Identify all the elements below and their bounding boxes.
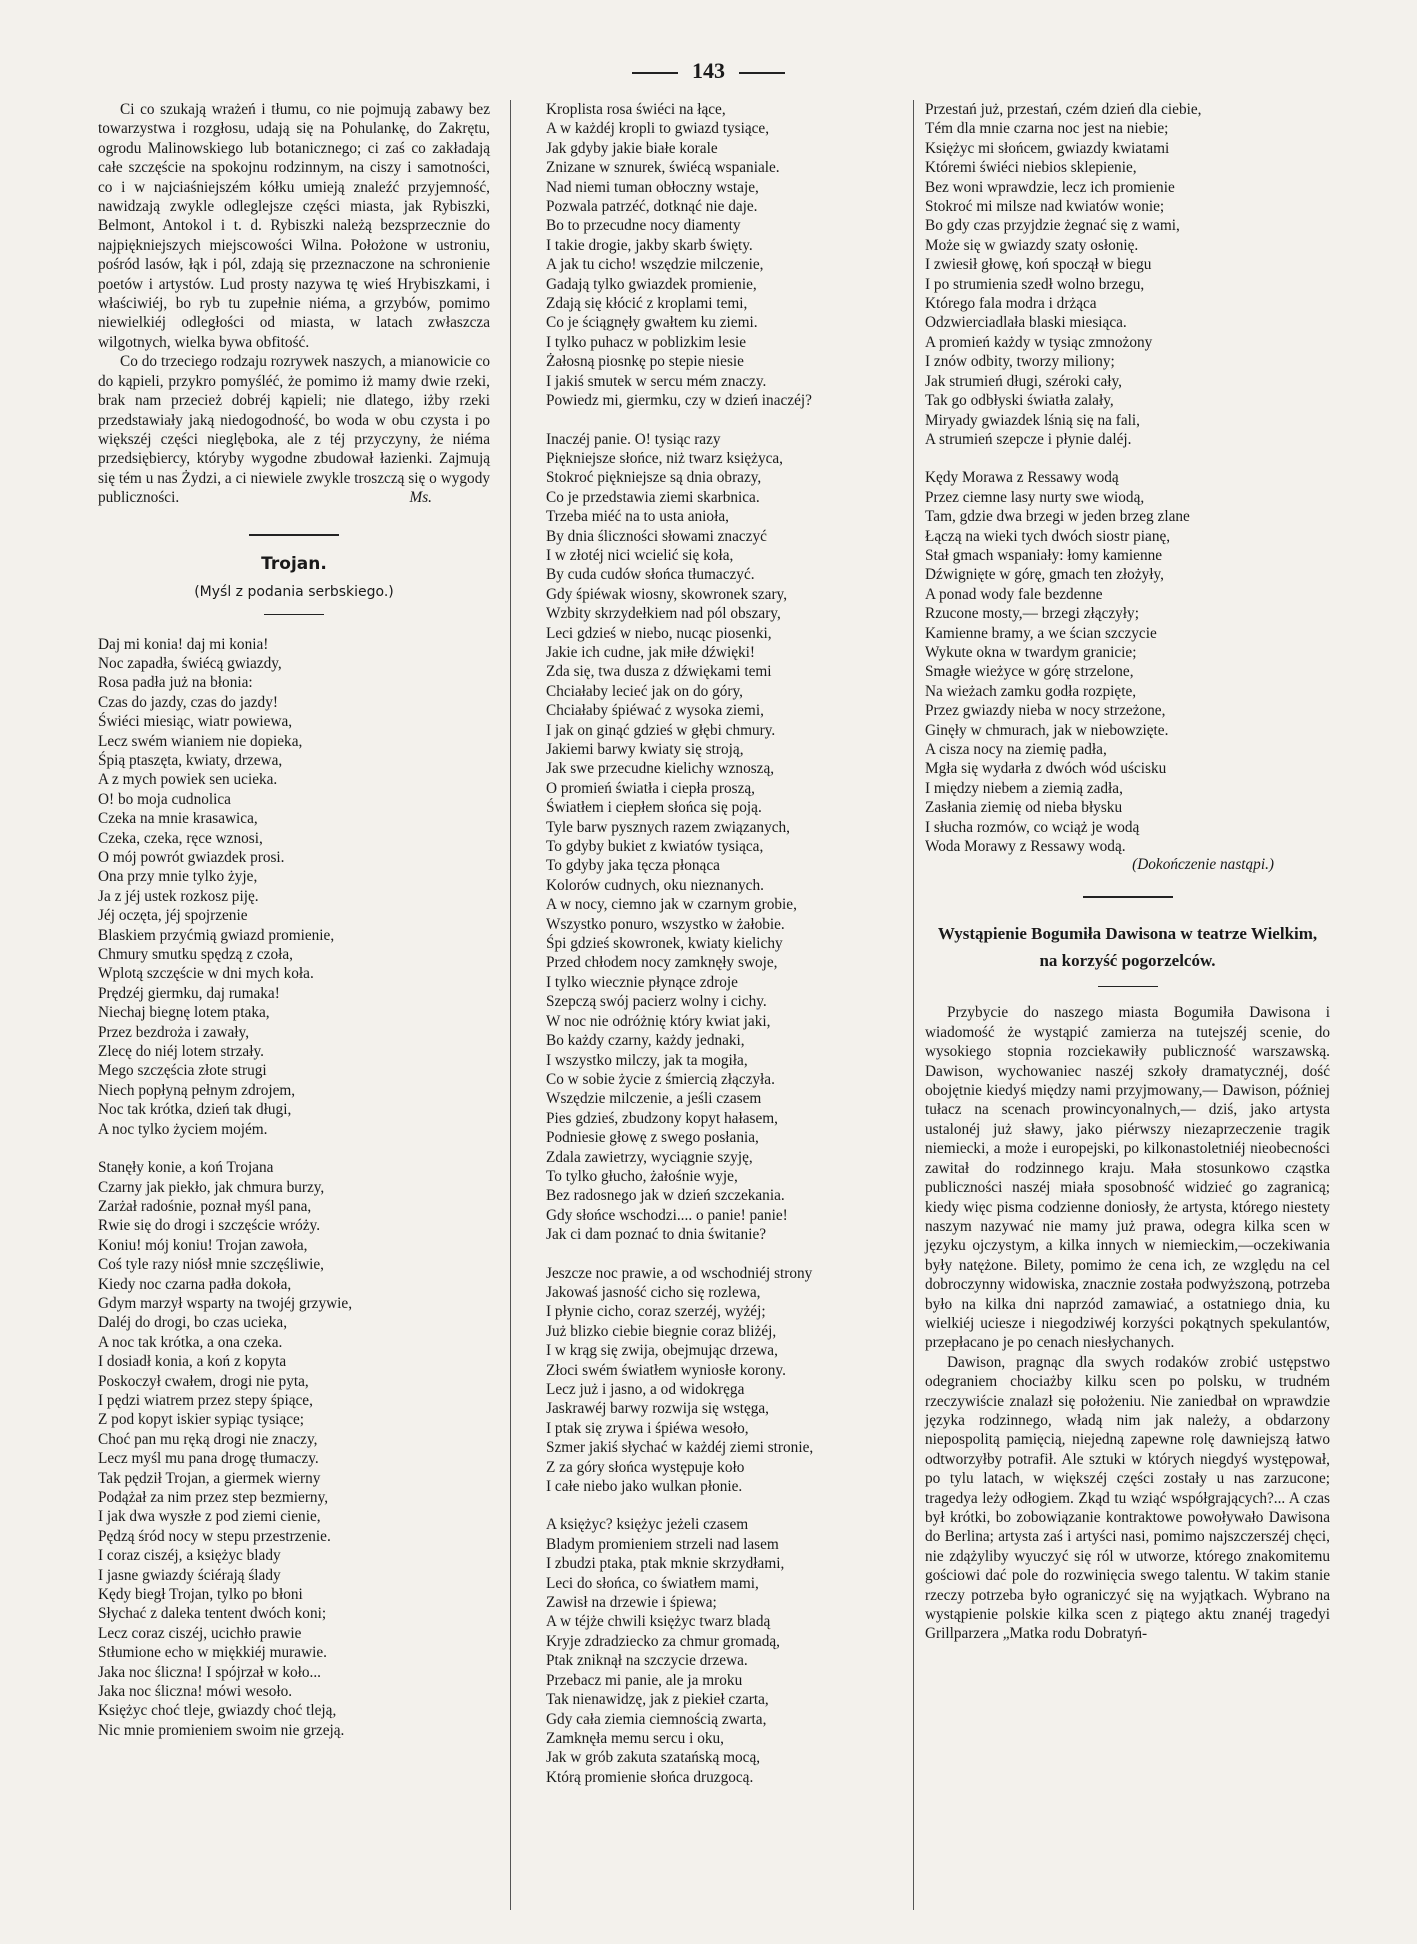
poem-line: Wszystko ponuro, wszystko w żałobie. xyxy=(546,915,785,933)
poem-line: Jéj oczęta, jéj spojrzenie xyxy=(98,907,248,925)
poem-line: Przez gwiazdy nieba w nocy strzeżone, xyxy=(925,702,1166,720)
poem-line: I w krąg się zwija, obejmując drzewa, xyxy=(546,1342,778,1360)
poem-stanza xyxy=(546,1264,908,1497)
poem-line: Niech popłyną pełnym zdrojem, xyxy=(98,1081,296,1099)
poem-line: A noc tak krótka, a ona czeka. xyxy=(98,1333,283,1351)
poem-line: Wszędzie milczenie, a jeśli czasem xyxy=(546,1090,762,1108)
poem-line: Już blizko ciebie biegnie coraz bliżéj, xyxy=(546,1322,777,1340)
poem-line: Leci do słońca, co światłem mami, xyxy=(546,1574,759,1592)
poem-line: Słychać z daleka tentent dwóch koni; xyxy=(98,1605,327,1623)
poem-line: Czeka, czeka, ręce wznosi, xyxy=(98,829,263,847)
page-number-right-rule xyxy=(739,72,785,74)
poem-line: Stokroć mi milsze nad kwiatów wonie; xyxy=(925,198,1165,216)
poem-line: Żałosną piosnkę po stepie niesie xyxy=(546,353,744,371)
page-number xyxy=(0,58,1417,84)
poem-line: Miryady gwiazdek lśnią się na fali, xyxy=(925,411,1140,429)
poem-line: Ptak zniknął na szczycie drzewa. xyxy=(546,1652,748,1670)
poem-line: Co w sobie życie z śmiercią złączyła. xyxy=(546,1070,775,1088)
poem-line: A w nocy, ciemno jak w czarnym grobie, xyxy=(546,896,797,914)
poem-line: Chciałaby lecieć jak on do góry, xyxy=(546,682,743,700)
column-rule-1 xyxy=(510,100,511,1910)
poem-line: Bladym promieniem strzeli nad lasem xyxy=(546,1535,779,1553)
poem-line: Kroplista rosa świéci na łące, xyxy=(546,101,726,118)
page-number-left-rule xyxy=(632,72,678,74)
poem-line: Gadają tylko gwiazdek promienie, xyxy=(546,275,757,293)
poem-line: Mgła się wydarła z dwóch wód uścisku xyxy=(925,760,1167,778)
poem-stanza xyxy=(98,635,490,1140)
poem-line: Jaskrawéj barwy rozwija się wstęga, xyxy=(546,1400,769,1418)
poem-line: Gdy słońce wschodzi.... o panie! panie! xyxy=(546,1206,788,1224)
poem-line: Zawisł na drzewie i śpiewa; xyxy=(546,1594,717,1612)
poem-line: I wszystko milczy, jak ta mogiła, xyxy=(546,1051,748,1069)
poem-line: Wzbity skrzydełkiem nad pól obszary, xyxy=(546,605,781,623)
poem-line: Gdy śpiéwak wiosny, skowronek szary, xyxy=(546,585,788,603)
poem-line: Tam, gdzie dwa brzegi w jeden brzeg zlane xyxy=(925,508,1190,526)
poem-line: Stał gmach wspaniały: łomy kamienne xyxy=(925,546,1163,564)
poem-line: Zda się, twa dusza z dźwiękami temi xyxy=(546,663,772,681)
poem-stanza xyxy=(925,100,1330,449)
poem-line: Światłem i ciepłem słońca się poją. xyxy=(546,799,762,817)
poem-line: To gdyby jaka tęcza płonąca xyxy=(546,857,720,875)
poem-line: Jaka noc śliczna! I spójrzał w koło... xyxy=(98,1663,322,1681)
poem-line: Blaskiem przyćmią gwiazd promienie, xyxy=(98,926,335,944)
poem-line: Kiedy noc czarna padła dokoła, xyxy=(98,1275,292,1293)
poem-line: Czarny jak piekło, jak chmura burzy, xyxy=(98,1178,325,1196)
poem-line: Łączą na wieki tych dwóch siostr pianę, xyxy=(925,527,1171,545)
poem-line: Mego szczęścia złote strugi xyxy=(98,1062,267,1080)
poem-line: Znizane w sznurek, świécą wspaniale. xyxy=(546,159,780,177)
poem-line: Noc zapadła, świécą gwiazdy, xyxy=(98,654,282,672)
poem-line: O! bo moja cudnolica xyxy=(98,790,231,808)
poem-line: Odzwierciadlała blaski miesiąca. xyxy=(925,314,1127,332)
poem-line: Trzeba miéć na to usta anioła, xyxy=(546,508,729,526)
poem-line: Rosa padła już na błonia: xyxy=(98,674,253,692)
poem-line: I zwiesił głowę, koń spoczął w biegu xyxy=(925,256,1152,274)
poem-line: Bez radosnego jak w dzień szczekania. xyxy=(546,1187,785,1205)
poem-line: A promień każdy w tysiąc zmnożony xyxy=(925,333,1153,351)
poem-line: Lecz swém wianiem nie dopieka, xyxy=(98,732,303,750)
poem-line: Śpi gdzieś skowronek, kwiaty kielichy xyxy=(546,935,783,953)
poem-line: I płynie cicho, coraz szerzéj, wyżéj; xyxy=(546,1303,766,1321)
poem-line: Nad niemi tuman obłoczny wstaje, xyxy=(546,178,759,196)
poem-line: Ona przy mnie tylko żyje, xyxy=(98,868,258,886)
poem-line: Zdala zawietrzy, wyciągnie szyję, xyxy=(546,1148,753,1166)
poem-line: Zarżał radośnie, poznał myśl pana, xyxy=(98,1197,312,1215)
column-2 xyxy=(546,100,908,1787)
poem-line: Przebacz mi panie, ale ja mroku xyxy=(546,1671,743,1689)
poem-line: Którą promienie słońca druzgocą. xyxy=(546,1768,754,1786)
poem-line: Nic mnie promieniem swoim nie grzeją. xyxy=(98,1721,345,1739)
continuation-note: (Dokończenie nastąpi.) xyxy=(1132,856,1274,874)
poem-line: Rzucone mosty,— brzegi złączyły; xyxy=(925,605,1139,623)
poem-line: I po strumienia szedł wolno brzegu, xyxy=(925,275,1145,293)
poem-line: Któremi świéci niebios sklepienie, xyxy=(925,159,1137,177)
poem-line: Tak nienawidzę, jak z piekieł czarta, xyxy=(546,1691,769,1709)
poem-line: Jak swe przecudne kielichy wznoszą, xyxy=(546,760,775,778)
poem-line: Przed chłodem nocy zamknęły swoje, xyxy=(546,954,778,972)
poem-line: Co je ściągnęły gwałtem ku ziemi. xyxy=(546,314,758,332)
poem-line: I zbudzi ptaka, ptak mknie skrzydłami, xyxy=(546,1555,785,1573)
poem-line: Ginęły w chmurach, jak w niebowzięte. xyxy=(925,721,1169,739)
poem-title: Trojan. xyxy=(261,553,327,574)
poem-line: Jakie ich cudne, jak miłe dźwięki! xyxy=(546,643,755,661)
poem-line: Piękniejsze słońce, niż twarz księżyca, xyxy=(546,449,784,467)
poem-line: Szmer jakiś słychać w każdéj ziemi stronie, xyxy=(546,1439,814,1457)
poem-line: Gdy cała ziemia ciemnością zwarta, xyxy=(546,1710,767,1728)
poem-line: A ponad wody fale bezdenne xyxy=(925,585,1103,603)
page-number-text: 143 xyxy=(692,58,725,83)
poem-line: I w złotéj nici wcielić się koła, xyxy=(546,546,734,564)
poem-line: A noc tylko życiem mojém. xyxy=(98,1120,268,1138)
poem-line: Chmury smutku spędzą z czoła, xyxy=(98,946,293,964)
poem-line: Zdają się kłócić z kroplami temi, xyxy=(546,295,748,313)
poem-line: Księżyc choć tleje, gwiazdy choć tleją, xyxy=(98,1702,337,1720)
poem-line: Jaka noc śliczna! mówi wesoło. xyxy=(98,1683,293,1701)
poem-line: Pędzą śród nocy w stepu przestrzenie. xyxy=(98,1527,331,1545)
poem-line: By cuda cudów słońca tłumaczyć. xyxy=(546,566,755,584)
poem-line: Leci gdzieś w niebo, nucąc piosenki, xyxy=(546,624,772,642)
poem-line: O mój powrót gwiazdek prosi. xyxy=(98,849,285,866)
poem-line: I jakiś smutek w sercu mém znaczy. xyxy=(546,372,767,390)
poem-line: Coś tyle razy niósł mnie szczęśliwie, xyxy=(98,1256,324,1274)
poem-line: Gdym marzył wsparty na twojéj grzywie, xyxy=(98,1294,353,1312)
poem-line: I tylko wiecznie płynące zdroje xyxy=(546,973,738,991)
poem-line: Jak gdyby jakie białe korale xyxy=(546,139,718,157)
poem-line: Daj mi konia! daj mi konia! xyxy=(98,635,269,653)
poem-line: Kryje zdradziecko za chmur gromadą, xyxy=(546,1632,781,1650)
poem-line: Lecz już i jasno, a od widokręga xyxy=(546,1381,745,1398)
poem-line: I dosiadł konia, a koń z kopyta xyxy=(98,1353,287,1371)
poem-line: Jak w grób zakuta szatańską mocą, xyxy=(546,1749,761,1767)
poem-line: Zlecę do niéj lotem strzały. xyxy=(98,1043,264,1061)
poem-line: Z za góry słońca występuje koło xyxy=(546,1458,745,1476)
poem-line: I jasne gwiazdy ściérają ślady xyxy=(98,1566,281,1584)
poem-line: Szepczą swój pacierz wolny i cichy. xyxy=(546,993,767,1011)
intro-paragraph-2 xyxy=(98,352,490,507)
poem-line: I jak dwa wyszłe z pod ziemi cienie, xyxy=(98,1508,321,1526)
poem-line: Czas do jazdy, czas do jazdy! xyxy=(98,693,278,711)
poem-line: Przez ciemne lasy nurty swe wiodą, xyxy=(925,488,1145,506)
poem-line: Świéci miesiąc, wiatr powiewa, xyxy=(98,713,293,731)
poem-subtitle: (Myśl z podania serbskiego.) xyxy=(194,583,394,600)
poem-line: Śpią ptaszęta, kwiaty, drzewa, xyxy=(98,751,283,769)
poem-line: Jakiemi barwy kwiaty się stroją, xyxy=(546,741,744,758)
poem-line: Czeka na mnie krasawica, xyxy=(98,810,258,828)
poem-line: Podniesie głowę z swego posłania, xyxy=(546,1129,759,1147)
poem-line: Tém dla mnie czarna noc jest na niebie; xyxy=(925,120,1169,138)
poem-line: I jak on ginąć gdzieś w głębi chmury. xyxy=(546,721,776,739)
column-3 xyxy=(925,100,1330,1644)
poem-line: Księżyc mi słońcem, gwiazdy kwiatami xyxy=(925,139,1170,157)
poem-line: A w téjże chwili księżyc twarz bladą xyxy=(546,1613,771,1631)
poem-line: Choć pan mu ręką drogi nie znaczy, xyxy=(98,1430,318,1448)
poem-line: To tylko głucho, żałośnie wyje, xyxy=(546,1167,738,1185)
poem-line: Rwie się do drogi i szczęście wróży. xyxy=(98,1217,321,1235)
poem-stanza xyxy=(546,430,908,1245)
poem-line: Zasłania ziemię od nieba błysku xyxy=(925,799,1123,817)
poem-line: Bez woni wprawdzie, lecz ich promienie xyxy=(925,178,1175,196)
poem-line: Przestań już, przestań, czém dzień dla ciebie, xyxy=(925,101,1202,118)
poem-line: Koniu! mój koniu! Trojan zawoła, xyxy=(98,1236,308,1254)
poem-line: Na wieżach zamku godła rozpięte, xyxy=(925,682,1137,700)
poem-line: I coraz ciszéj, a księżyc blady xyxy=(98,1547,281,1565)
poem-line: Kolorów cudnych, oku nieznanych. xyxy=(546,876,764,894)
poem-line: I tylko puhacz w poblizkim lesie xyxy=(546,333,747,351)
poem-line: Jeszcze noc prawie, a od wschodniéj strony xyxy=(546,1264,813,1282)
poem-line: Smagłe wieżyce w górę strzelone, xyxy=(925,663,1134,681)
poem-line: Może się w gwiazdy szaty osłonię. xyxy=(925,236,1139,254)
poem-stanza xyxy=(925,468,1330,856)
poem-line: Inaczéj panie. O! tysiąc razy xyxy=(546,430,721,448)
poem-line: Daléj do drogi, bo czas ucieka, xyxy=(98,1314,288,1332)
poem-stanza xyxy=(98,1158,490,1740)
poem-line: Jak strumień długi, széroki cały, xyxy=(925,372,1122,390)
poem-line: Tyle barw pysznych razem związanych, xyxy=(546,818,790,836)
poem-line: Powiedz mi, giermku, czy w dzień inaczéj? xyxy=(546,392,812,410)
poem-line: Złoci swém światłem wyniosłe korony. xyxy=(546,1361,786,1379)
poem-line: Kędy Morawa z Ressawy wodą xyxy=(925,469,1119,487)
poem-line: Bo gdy czas przyjdzie żegnać się z wami, xyxy=(925,217,1180,235)
poem-line: Pies gdzieś, zbudzony kopyt hałasem, xyxy=(546,1109,778,1127)
poem-line: Przez bezdroża i zawały, xyxy=(98,1023,250,1041)
poem-line: Pozwala patrzéć, dotknąć nie daje. xyxy=(546,198,758,216)
poem-line: I ptak się zrywa i śpiéwa wesoło, xyxy=(546,1419,749,1437)
poem-line: I takie drogie, jakby skarb święty. xyxy=(546,236,753,254)
poem-line: Bo to przecudne nocy diamenty xyxy=(546,217,741,235)
poem-line: Chciałaby śpiéwać z wysoka ziemi, xyxy=(546,702,764,720)
poem-line: A strumień szepcze i płynie daléj. xyxy=(925,430,1132,448)
article-title-line-1: Wystąpienie Bogumiła Dawisona w teatrze Wielkim, xyxy=(937,924,1318,944)
poem-line: Którego fala modra i drżąca xyxy=(925,295,1097,313)
poem-line: Kamienne bramy, a we ścian szczycie xyxy=(925,624,1157,642)
poem-line: A jak tu cicho! wszędzie milczenie, xyxy=(546,256,764,274)
poem-line: Noc tak krótka, dzień tak długi, xyxy=(98,1101,292,1119)
poem-line: Zamknęła memu sercu i oku, xyxy=(546,1729,724,1747)
poem-line: I całe niebo jako wulkan płonie. xyxy=(546,1478,743,1496)
poem-line: Tak go odbłyski światła zalały, xyxy=(925,392,1114,410)
article-paragraph-2: Dawison, pragnąc dla swych rodaków zrobić ustępstwo odegraniem chociażby kilku scen po polsku, w trudném rzeczywiście znalazł się położeniu. Nie zaniedbał on wprawdzie języka rodzinnego, władą nim jak należy, a obdarzony niepospolitą pamięcią, niejedną zapewne rolę dawniejszą łatwo odtworzyłby potrafił. Ale sztuki w których niegdyś występował, po tylu latach, w większéj części zostały u nas zarzucone; tragedya leży odłogiem. Zkąd tu wziąć współgrających?... A czas był krótki, bo zobowiązanie kontraktowe powoływało Dawisona do Berlina; artysta zaś i artyści nasi, pomimo najszczerszéj chęci, nie zdążyliby wyuczyć się ról w utworze, którego znakomitemu gościowi dać pole do rozwinięcia swego talentu. W takim stanie rzeczy potrzeba było ograniczyć się na wyjątkach. Wybrano na wystąpienie polskie kilka scen z piątego aktu znanéj tragedyi Grillparzera „Matka rodu Dobratyń- xyxy=(925,1353,1330,1643)
poem-line: A cisza nocy na ziemię padła, xyxy=(925,741,1107,758)
poem-line: Jak ci dam poznać to dnia świtanie? xyxy=(546,1226,767,1244)
poem-line: Bo każdy czarny, każdy jednaki, xyxy=(546,1032,745,1050)
poem-line: Stokroć piękniejsze są dnia obrazy, xyxy=(546,469,762,487)
poem-line: Stanęły konie, a koń Trojana xyxy=(98,1159,274,1177)
poem-line: I między niebem a ziemią zadła, xyxy=(925,779,1123,797)
poem-line: Jakowaś jasność cicho się rozlewa, xyxy=(546,1283,761,1301)
poem-line: Lecz coraz ciszéj, ucichło prawie xyxy=(98,1624,302,1642)
column-1 xyxy=(98,100,490,1740)
author-signature: Ms. xyxy=(409,489,432,507)
column-rule-2 xyxy=(913,100,914,1910)
poem-line: Z pod kopyt iskier sypiąc tysiące; xyxy=(98,1411,305,1429)
poem-stanza xyxy=(546,100,908,411)
intro-paragraph-1: Ci co szukają wrażeń i tłumu, co nie pojmują zabawy bez towarzystwa i rozgłosu, udają się na Pohulankę, do Zakrętu, ogrodu Malinowskiego lub botanicznego; ci zaś co zakładają całe szczęście na spokojnu rodzinnym, na ciszy i samotności, co i w najciaśniejszém kółku umieją znaleźć przyjemność, nawidzają zwykle odleglejsze części miasta, jak Rybiszki, Belmont, Antokol i t. d. Rybiszki należą bezsprzecznie do najpiękniejszych miejscowości Wilna. Położone w ustroniu, pośród lasów, łąk i pól, zdają się przeznaczone na schronienie poetów i artystów. Lud prosty nazywa tę wieś Hrybiszkami, i właściwiéj, bo ryb tu zupełnie niéma, a grzybów, pomimo niewielkiéj odległości od miasta, w latach zwłaszcza wilgotnych, wielka bywa obfitość. xyxy=(98,101,490,351)
poem-line: To gdyby bukiet z kwiatów tysiąca, xyxy=(546,838,764,856)
poem-line: Dźwignięte w górę, gmach ten złożyły, xyxy=(925,566,1164,584)
poem-line: Prędzéj giermku, daj rumaka! xyxy=(98,984,280,1002)
poem-line: Tak pędził Trojan, a giermek wierny xyxy=(98,1469,321,1487)
poem-line: Wplotą szczęście w dni mych koła. xyxy=(98,965,314,983)
poem-line: I pędzi wiatrem przez stepy śpiące, xyxy=(98,1391,313,1409)
poem-line: Podążał za nim przez step bezmierny, xyxy=(98,1489,329,1506)
poem-line: I znów odbity, tworzy miliony; xyxy=(925,353,1115,371)
intro-paragraph-2-text: Co do trzeciego rodzaju rozrywek naszych, a mianowicie co do kąpieli, przykro pomyśléć, że pomimo iż mamy dwie rzeki, brak nam przecież dobréj kąpieli; nie dlatego, iżby rzeki przedstawiały jaką niedogodność, bo woda w obu czysta i po większéj części nieglęboka, ale z téj przyczyny, że niéma przedsiębiercy, któryby wygodne zbudował łazienki. Zajmują się tém u nas Żydzi, a ci niewiele zwykle troszczą się o wygody publiczności. xyxy=(98,353,490,507)
article-title-line-2: na korzyść pogorzelców. xyxy=(1039,951,1216,971)
poem-line: Ja z jéj ustek rozkosz piję. xyxy=(98,887,259,905)
poem-line: A księżyc? księżyc jeżeli czasem xyxy=(546,1516,749,1534)
poem-line: I słucha rozmów, co wciąż je wodą xyxy=(925,818,1140,836)
poem-line: Wykute okna w twardym granicie; xyxy=(925,643,1137,661)
poem-line: Co je przedstawia ziemi skarbnica. xyxy=(546,488,760,506)
poem-line: By dnia śliczności słowami znaczyć xyxy=(546,527,767,545)
poem-line: Lecz myśl mu pana drogę tłumaczy. xyxy=(98,1450,319,1468)
poem-line: Poskoczył cwałem, drogi nie pyta, xyxy=(98,1372,309,1390)
poem-line: Stłumione echo w miękkiéj murawie. xyxy=(98,1644,327,1662)
poem-stanza xyxy=(546,1515,908,1787)
poem-line: A z mych powiek sen ucieka. xyxy=(98,771,278,789)
poem-line: W noc nie odróżnię który kwiat jaki, xyxy=(546,1012,771,1030)
poem-line: Woda Morawy z Ressawy wodą. xyxy=(925,838,1126,856)
poem-line: Niechaj biegnę lotem ptaka, xyxy=(98,1004,270,1022)
poem-line: A w każdéj kropli to gwiazd tysiące, xyxy=(546,120,770,138)
poem-line: O promień światła i ciepła proszą, xyxy=(546,779,755,797)
article-paragraph-1: Przybycie do naszego miasta Bogumiła Dawisona i wiadomość że wystąpić zamierza na tutejszéj scenie, do wysokiego stopnia rozciekawiły publiczność warszawską. Dawison, wychowaniec naszéj szkoły dramatycznéj, dość obojętnie kiedyś między nami przyjmowany,— Dawison, później tułacz na scenach prowincyonalnych,— dziś, jako artysta ustalonéj już sławy, jako piérwszy niezaprzeczenie tragik niemiecki, a może i europejski, po kilkonastoletniéj nieobecności zawitał do rodzinnego kraju. Mała stosunkowo cząstka publiczności naszéj miała sposobność widzieć go zagranicą; kiedy więc pisma codzienne doniosły, że artysta, którego niestety naszym nazywać nie mamy już prawa, odegra kilka scen w języku ojczystym, a kilka innych w niemieckim,—oczekiwania były natężone. Bilety, pomimo że cena ich, ze względu na cel dobroczynny widowiska, znacznie została podwyższoną, potrzeba było na kilka dni naprzód zamawiać, a ostatniego dnia, ku wielkiéj uciesze i niegodziwéj korzyści pokątnych spekulantów, przepłacano je po cenach niesłychanych. xyxy=(925,1004,1330,1352)
poem-line: Kędy biegł Trojan, tylko po błoni xyxy=(98,1586,303,1604)
